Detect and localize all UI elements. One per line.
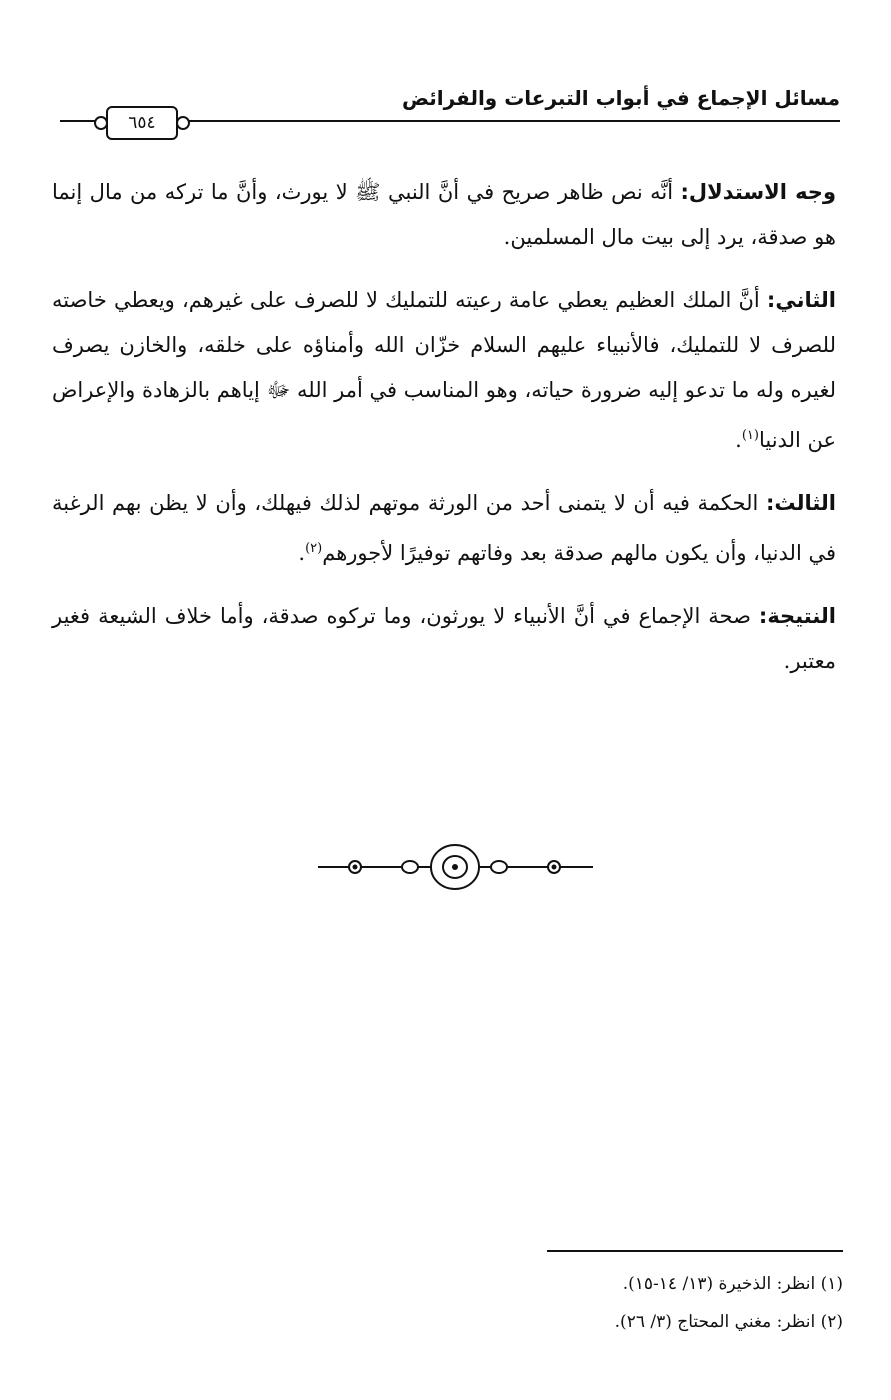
footnote-ref[interactable]: (٢): [305, 541, 323, 556]
paragraph-lead: وجه الاستدلال:: [680, 180, 836, 204]
paragraph-text: أنَّه نص ظاهر صريح في أنَّ النبي ﷺ لا يورث، وأنَّ ما تركه من مال إنما هو صدقة، يرد إلى بيت مال المسلمين.: [52, 180, 836, 249]
paragraph-tail: .: [735, 428, 742, 452]
footnote-1: (١) انظر: الذخيرة (١٣/ ١٤-١٥).: [622, 1274, 843, 1294]
running-title: مسائل الإجماع في أبواب التبرعات والفرائض: [401, 86, 840, 110]
section-divider-ornament: [318, 840, 593, 895]
paragraph-third: [52, 481, 836, 576]
paragraph-text: صحة الإجماع في أنَّ الأنبياء لا يورثون، وما تركوه صدقة، وأما خلاف الشيعة فغير معتبر.: [52, 604, 836, 673]
paragraph-tail: .: [298, 541, 306, 565]
paragraph-lead: الثالث:: [765, 491, 836, 515]
paragraph-result: [52, 594, 836, 684]
footnotes: [243, 1265, 843, 1341]
paragraph-evidence: [52, 170, 836, 260]
page-number: ٦٥٤: [106, 106, 178, 140]
page-header: [60, 78, 840, 138]
body-text: [52, 170, 836, 702]
footnote-ref[interactable]: (١): [741, 428, 759, 443]
paragraph-lead: الثاني:: [766, 288, 836, 312]
paragraph-text: أنَّ الملك العظيم يعطي عامة رعيته للتمليك لا للصرف على غيرهم، ويعطي خاصته للصرف لا للتمليك، فالأنبياء عليهم السلام خزّان الله وأمناؤه على خلقه، والخازن يصرف لغيره وله ما تدعو إليه ضرورة حياته، وهو المناسب في أمر الله ﷻ إياهم بالزهادة والإعراض عن الدنيا: [52, 288, 836, 452]
footnote-2: (٢) انظر: مغني المحتاج (٣/ ٢٦).: [614, 1312, 843, 1332]
paragraph-second: [52, 278, 836, 463]
footnote-rule: [547, 1250, 843, 1252]
paragraph-text: الحكمة فيه أن لا يتمنى أحد من الورثة موتهم لذلك فيهلك، وأن لا يظن بهم الرغبة في الدنيا، وأن يكون مالهم صدقة بعد وفاتهم توفيرًا لأجورهم: [52, 491, 836, 565]
paragraph-lead: النتيجة:: [758, 604, 836, 628]
